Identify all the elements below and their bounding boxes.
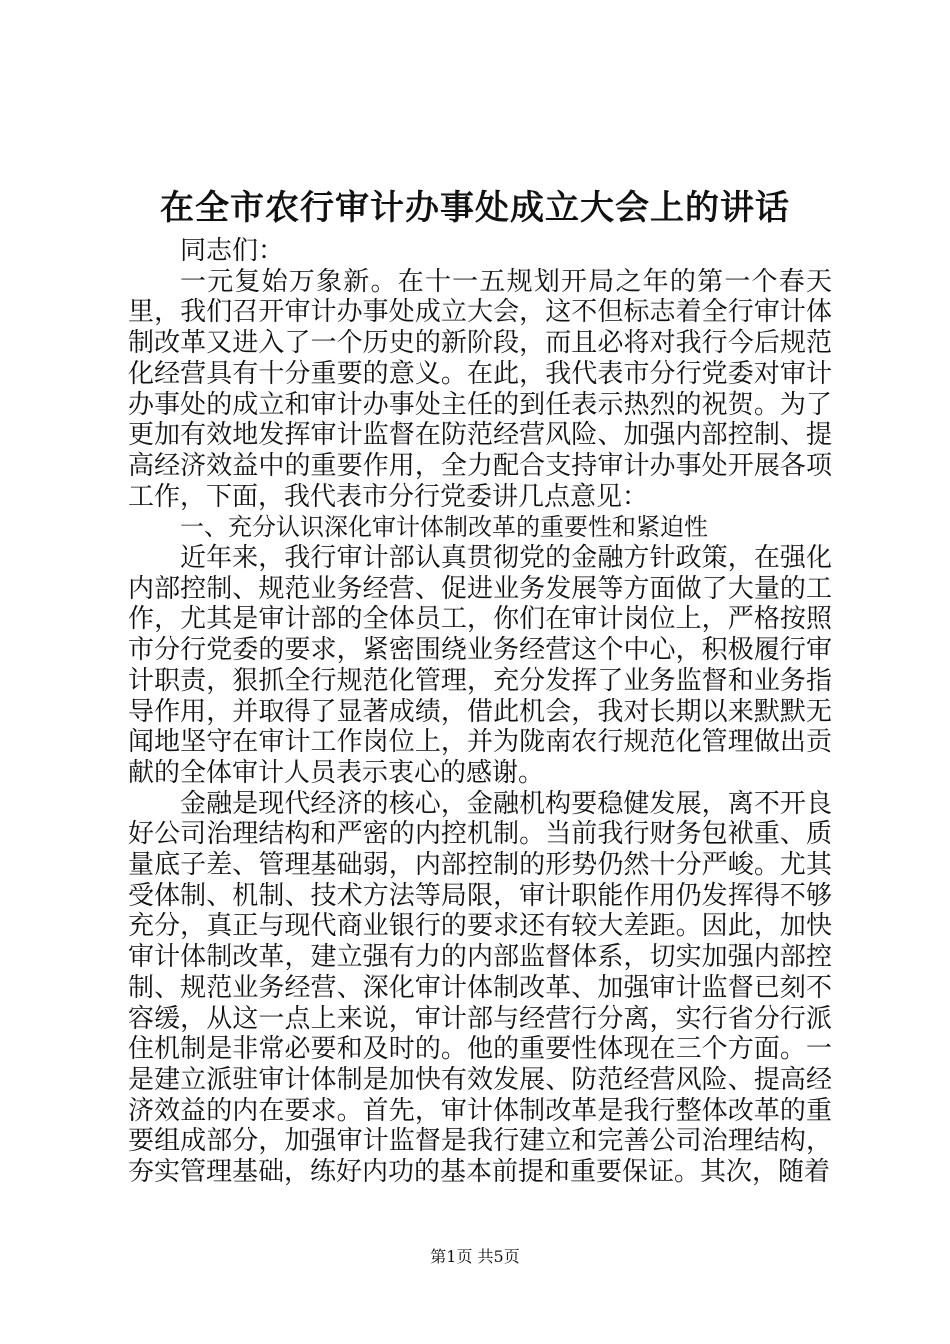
salutation: 同志们： <box>180 236 285 266</box>
paragraph: 金融是现代经济的核心，金融机构要稳健发展，离不开良好公司治理结构和严密的内控机制。当前我行财务包袱重、质量底子差、管理基础弱，内部控制的形势仍然十分严峻。尤其受体制、机制、技术方法等局限，审计职能作用仍发挥得不够充分，真正与现代商业银行的要求还有较大差距。因此，加快审计体制改革，建立强有力的内部监督体系，切实加强内部控制、规范业务经营、深化审计体制改革、加强审计监督已刻不容缓，从这一点上来说，审计部与经营行分离，实行省分行派住机制是非常必要和及时的。他的重要性体现在三个方面。一是建立派驻审计体制是加快有效发展、防范经营风险、提高经济效益的内在要求。首先，审计体制改革是我行整体改革的重要组成部分，加强审计监督是我行建立和完善公司治理结构，夯实管理基础，练好内功的基本前提和重要保证。其次，随着 <box>128 788 832 1188</box>
document-title: 在全市农行审计办事处成立大会上的讲话 <box>160 188 790 228</box>
document-body <box>128 236 832 1188</box>
page-footer: 第1页 共5页 <box>430 1247 520 1266</box>
section-heading: 一、充分认识深化审计体制改革的重要性和紧迫性 <box>180 513 708 542</box>
paragraph: 一元复始万象新。在十一五规划开局之年的第一个春天里，我们召开审计办事处成立大会，这不但标志着全行审计体制改革又进入了一个历史的新阶段，而且必将对我行今后规范化经营具有十分重要的意义。在此，我代表市分行党委对审计办事处的成立和审计办事处主任的到任表示热烈的祝贺。为了更加有效地发挥审计监督在防范经营风险、加强内部控制、提高经济效益中的重要作用，全力配合支持审计办事处开展各项工作，下面，我代表市分行党委讲几点意见： <box>128 266 832 512</box>
paragraph: 近年来，我行审计部认真贯彻党的金融方针政策，在强化内部控制、规范业务经营、促进业务发展等方面做了大量的工作，尤其是审计部的全体员工，你们在审计岗位上，严格按照市分行党委的要求，紧密围绕业务经营这个中心，积极履行审计职责，狠抓全行规范化管理，充分发挥了业务监督和业务指导作用，并取得了显著成绩，借此机会，我对长期以来默默无闻地坚守在审计工作岗位上，并为陇南农行规范化管理做出贡献的全体审计人员表示衷心的感谢。 <box>128 543 832 788</box>
